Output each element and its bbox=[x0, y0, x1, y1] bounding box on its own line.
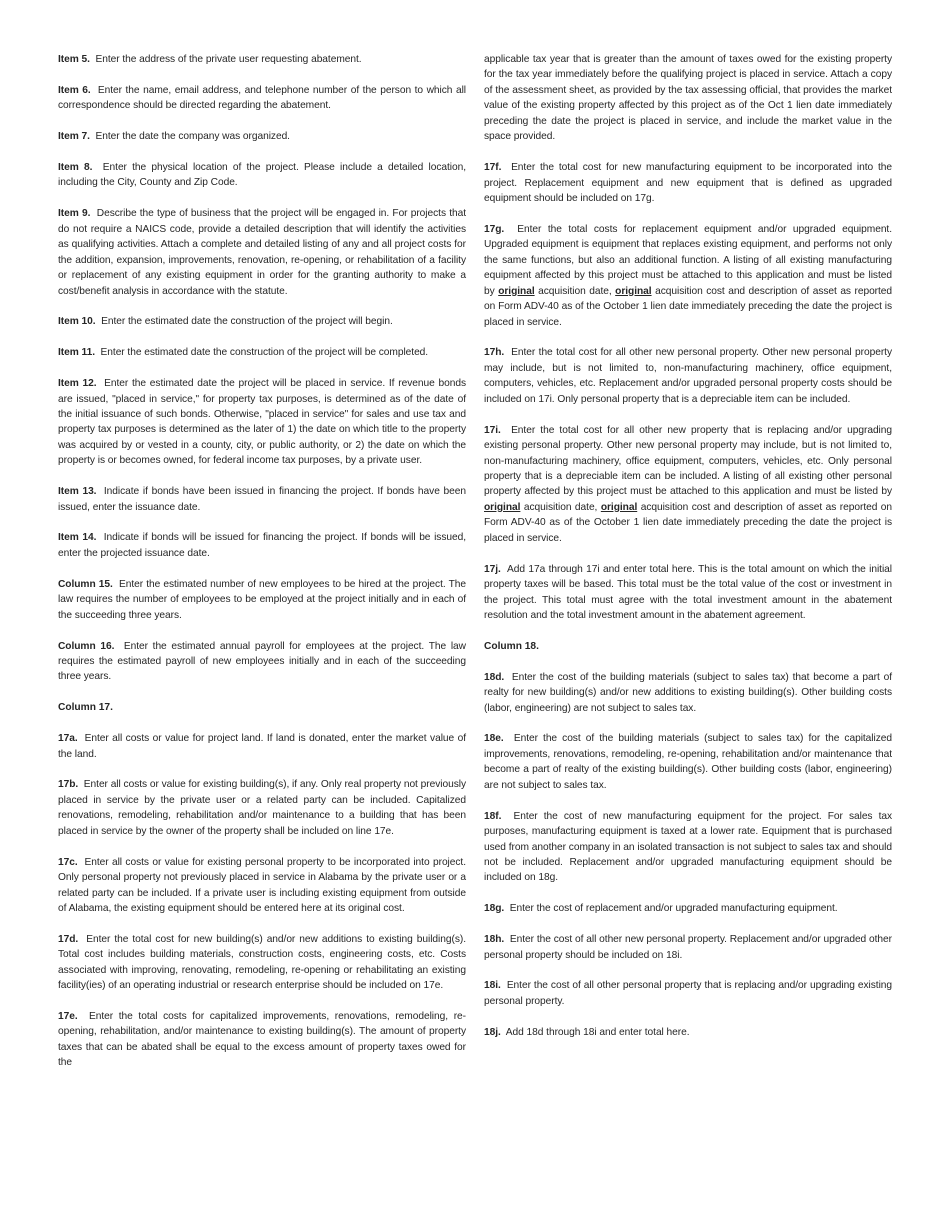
item-text: Enter the cost of new manufacturing equipment for the project. For sales tax purposes, manufacturing equipment is taxed at a lower rate. Equipment that is purchased used from another company in an isolated transaction is not subject to sales tax and should not be included. Replacement and/or upgraded manufacturing equipment should be included on 18g. bbox=[484, 810, 893, 884]
line-18g-instruction bbox=[484, 901, 892, 916]
item-text: acquisition date, bbox=[523, 501, 598, 513]
item-text: Enter the total cost for all other new personal property. Other new personal property may include, but is not limited to, non-manufacturing machinery, office equipment, computers, vehicles, etc. Replacement and/or upgraded personal property costs should be included on 17i. Only personal property that is a depreciable item can be included. bbox=[484, 347, 893, 405]
item-label: 18j. bbox=[484, 1026, 501, 1038]
item-text: Indicate if bonds will be issued for financing the project. If bonds will be issued, enter the projected issuance date. bbox=[58, 532, 466, 559]
item-6-instruction bbox=[58, 83, 466, 114]
item-text: acquisition cost and description of asset as reported on Form ADV-40 as of the October 1 lien date immediately preceding the date the project is placed in service. bbox=[484, 285, 893, 328]
emphasis-original: original bbox=[615, 285, 652, 297]
line-18e-instruction bbox=[484, 731, 892, 793]
item-label: 17f. bbox=[484, 162, 502, 174]
item-label: 18h. bbox=[484, 934, 505, 946]
item-label: 17c. bbox=[58, 856, 78, 868]
item-label: Item 9. bbox=[58, 208, 91, 220]
item-label: Item 5. bbox=[58, 54, 90, 65]
item-5-instruction bbox=[58, 52, 466, 67]
item-label: 17e. bbox=[58, 1011, 78, 1023]
line-17e-instruction bbox=[58, 1009, 466, 1071]
item-text: Enter the total cost for new building(s) and/or new additions to existing building(s). Total cost includes building materials, construction costs, engineering costs, etc. Costs associated with improving, renovating, remodeling, re-opening or rehabilitating an existing facility(ies) of an operating industrial or research enterprise should be included on 17e. bbox=[58, 933, 467, 992]
emphasis-original: original bbox=[600, 501, 638, 513]
line-17h-instruction bbox=[484, 345, 892, 407]
item-label: 17g. bbox=[484, 223, 505, 235]
line-17i-instruction bbox=[484, 423, 892, 547]
line-18f-instruction bbox=[484, 809, 892, 886]
item-text: Add 17a through 17i and enter total here. This is the total amount on which the initial property taxes will be based. This total must be the total value of the cost or investment in the project. This total must agree with the total investment amount in the abatement resolution and the total investment amount in the abatement agreement. bbox=[484, 563, 893, 621]
item-text: Enter the total costs for capitalized improvements, renovations, remodeling, re-opening, rehabilitation, and/or maintenance to existing building(s). The amount of property taxes that can be abated shall be equal to the excess amount of property taxes owed for the bbox=[58, 1011, 466, 1069]
item-text: Enter the estimated date the project will be placed in service. If revenue bonds are issued, "placed in service," for property tax purposes, is determined as of the date of the initial issuance of such bonds. Otherwise, "placed in service" for sales and use tax and property tax purposes is determined as the later of 1) the date on which title to the property was acquired by or vested in a county, city, or public authority, or 2) the date on which the property is or becomes owned, for federal income tax purposes, by a private user. bbox=[58, 378, 466, 467]
item-text: Enter the total cost for all other new property that is replacing and/or upgrading existing personal property. Other new personal property may include, but is not limited to, non-manufacturing machinery, office equipment, computers, vehicles, etc. Only personal property that is a depreciable item can be included. A listing of all existing other personal property affected by this project must be attached to this application and must be listed by bbox=[484, 424, 893, 498]
line-18h-instruction bbox=[484, 932, 892, 963]
line-18d-instruction bbox=[484, 670, 892, 716]
item-8-instruction bbox=[58, 160, 466, 191]
item-text: Enter the name, email address, and telephone number of the person to which all correspondence should be directed regarding the abatement. bbox=[58, 84, 467, 112]
item-text: Enter all costs or value for project land. If land is donated, enter the market value of the land. bbox=[58, 733, 467, 760]
item-text: Enter the total costs for replacement equipment and/or upgraded equipment. Upgraded equipment is equipment that replaces existing equipment, and performs not only the same functions, but also an additional function. A listing of all existing manufacturing equipment affected by this project must be attached to this application and must be listed by bbox=[484, 223, 892, 297]
item-label: Item 13. bbox=[58, 486, 97, 498]
item-text: Enter the physical location of the project. Please include a detailed location, including the City, County and Zip Code. bbox=[58, 161, 466, 189]
item-label: 17d. bbox=[58, 933, 79, 945]
item-text: Enter the total cost for new manufacturing equipment to be incorporated into the project. Replacement equipment and new equipment that is defined as upgraded equipment should be included on 17g. bbox=[484, 162, 893, 205]
right-column bbox=[484, 52, 892, 1056]
item-text: Enter the estimated date the construction of the project will be completed. bbox=[100, 347, 429, 359]
line-17c-instruction bbox=[58, 855, 466, 917]
item-text: Enter the cost of replacement and/or upgraded manufacturing equipment. bbox=[509, 903, 838, 915]
column-16-instruction bbox=[58, 639, 466, 685]
item-text: Enter all costs or value for existing building(s), if any. Only real property not previously placed in service by the private user or a related party can be included. Capitalized renovations, remodeling, rehabilitation and/or maintenance to a building that has been placed in service by the owner of the property shall be included on line 17e. bbox=[58, 779, 466, 837]
item-label: Item 10. bbox=[58, 316, 96, 328]
item-text: Enter the cost of the building materials (subject to sales tax) that become a part of realty for new building(s) and/or new additions to existing building(s). Other building costs (labor, engineering) are not subject to sales tax. bbox=[484, 671, 892, 714]
item-label: 17a. bbox=[58, 733, 78, 745]
item-text: Enter all costs or value for existing personal property to be incorporated into project. Only personal property not previously placed in service in Alabama by the private user or a related party can be included. If a private user is including existing equipment from outside of Alabama, the existing equipment should be entered here at its original cost. bbox=[58, 856, 466, 914]
line-17e-continued: applicable tax year that is greater than the amount of taxes owed for the existing property for the tax year immediately before the qualifying project is placed in service. Attach a copy of the assessment sheet, as provided by the tax assessing official, that provides the market value of the existing property affected by this project as of the Oct 1 lien date immediately preceding the date the project is placed in service, and include the market value in the space provided. bbox=[484, 54, 892, 143]
line-17f-instruction bbox=[484, 160, 892, 206]
emphasis-original: original bbox=[498, 285, 535, 297]
item-label: Item 6. bbox=[58, 84, 91, 96]
item-12-instruction bbox=[58, 376, 466, 469]
item-text: Enter the cost of all other personal property that is replacing and/or upgrading existing personal property. bbox=[484, 980, 893, 1007]
item-text: acquisition cost and description of asset as reported on Form ADV-40 as of the October 1 lien date immediately preceding the date the project is placed in service. bbox=[484, 501, 893, 544]
line-18i-instruction bbox=[484, 978, 892, 1009]
item-label: Item 12. bbox=[58, 378, 97, 390]
item-label: 17i. bbox=[484, 424, 501, 436]
left-column bbox=[58, 52, 466, 1086]
item-text: Enter the estimated number of new employees to be hired at the project. The law requires the number of employees to be employed at the project initially and in each of the succeeding three years. bbox=[58, 578, 466, 621]
item-14-instruction bbox=[58, 530, 466, 561]
item-7-instruction bbox=[58, 129, 466, 144]
item-9-instruction bbox=[58, 206, 466, 299]
item-13-instruction bbox=[58, 484, 466, 515]
item-label: Column 15. bbox=[58, 578, 113, 590]
item-label: 17b. bbox=[58, 779, 79, 791]
item-label: Column 16. bbox=[58, 640, 115, 652]
item-text: acquisition date, bbox=[538, 285, 612, 297]
item-label: 18d. bbox=[484, 671, 505, 683]
item-11-instruction bbox=[58, 345, 466, 360]
column-15-instruction bbox=[58, 577, 466, 623]
line-17j-instruction bbox=[484, 562, 892, 624]
line-18j-instruction bbox=[484, 1025, 892, 1040]
item-label: Item 11. bbox=[58, 347, 95, 359]
item-label: Item 14. bbox=[58, 532, 97, 544]
item-text: Enter the estimated date the construction of the project will begin. bbox=[101, 316, 393, 328]
line-17d-instruction bbox=[58, 932, 466, 994]
item-label: 18e. bbox=[484, 733, 504, 745]
item-text: Enter the address of the private user requesting abatement. bbox=[95, 54, 362, 65]
item-label: 18g. bbox=[484, 903, 505, 915]
item-10-instruction bbox=[58, 314, 466, 329]
item-label: 17j. bbox=[484, 563, 501, 575]
line-17a-instruction bbox=[58, 731, 466, 762]
item-label: Item 8. bbox=[58, 161, 93, 173]
emphasis-original: original bbox=[484, 501, 521, 513]
item-label: Item 7. bbox=[58, 131, 90, 143]
item-text: Enter the estimated annual payroll for employees at the project. The law requires the estimated payroll of new employees initially and in each of the succeeding three years. bbox=[58, 640, 466, 683]
column-18-heading: Column 18. bbox=[484, 640, 539, 652]
item-label: 18f. bbox=[484, 810, 502, 822]
item-text: Describe the type of business that the project will be engaged in. For projects that do not require a NAICS code, provide a detailed description that will identify the activities as qualifying activities. Attach a complete and detailed listing of any and all project costs for the addition, expansion, improvements, renovation, re-opening, or rehabilitation of a facility or replacement of any existing equipment in order for the granting authority to make a cost/benefit analysis in accordance with the statute. bbox=[58, 208, 466, 297]
item-text: Enter the cost of all other new personal property. Replacement and/or upgraded other personal property should be included on 18i. bbox=[484, 934, 892, 961]
item-text: Add 18d through 18i and enter total here. bbox=[505, 1026, 690, 1038]
column-17-heading: Column 17. bbox=[58, 702, 113, 714]
item-text: Indicate if bonds have been issued in financing the project. If bonds have been issued, enter the issuance date. bbox=[58, 486, 466, 513]
item-text: Enter the date the company was organized. bbox=[95, 131, 290, 143]
item-text: Enter the cost of the building materials (subject to sales tax) for the capitalized improvements, renovations, remodeling, re-opening, rehabilitation and/or maintenance that become a part of realty of the existing building(s). Other building costs (labor, engineering) are not subject to sales tax. bbox=[484, 733, 892, 791]
item-label: 17h. bbox=[484, 347, 505, 359]
line-17g-instruction bbox=[484, 222, 892, 330]
item-label: 18i. bbox=[484, 980, 501, 992]
line-17b-instruction bbox=[58, 777, 466, 839]
